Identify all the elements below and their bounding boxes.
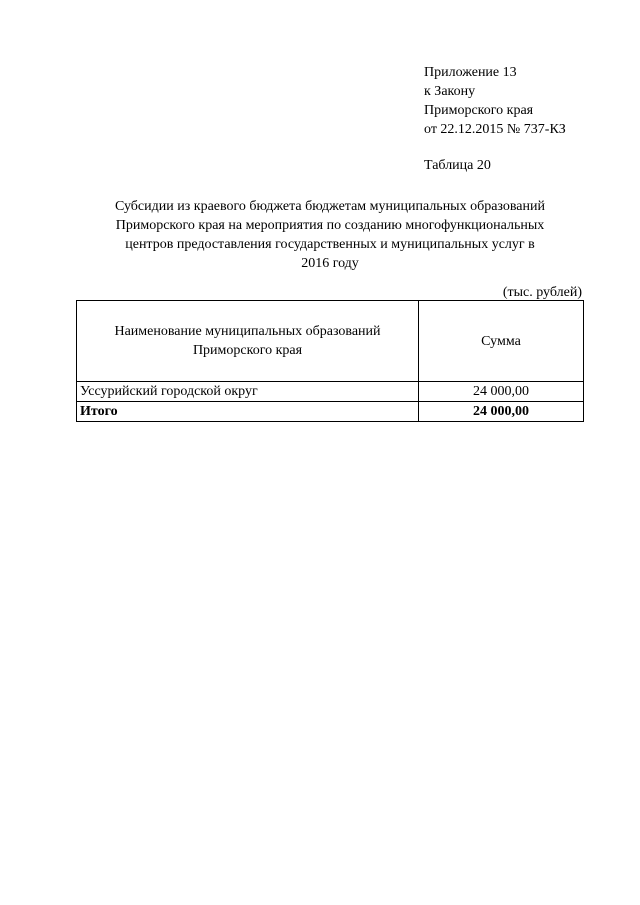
appendix-line-4: от 22.12.2015 № 737-КЗ	[424, 122, 566, 137]
appendix-line-1: Приложение 13	[424, 65, 517, 80]
table-number: Таблица 20	[424, 158, 491, 173]
title-line-4: 2016 году	[301, 256, 359, 271]
row-sum: 24 000,00	[419, 382, 584, 402]
subsidy-table	[76, 300, 584, 422]
total-sum: 24 000,00	[419, 402, 584, 422]
units-label: (тыс. рублей)	[502, 285, 582, 300]
row-municipality-name: Уссурийский городской округ	[77, 382, 419, 402]
appendix-line-2: к Закону	[424, 84, 476, 99]
title-line-2: Приморского края на мероприятия по созданию многофункциональных	[115, 218, 545, 233]
header-name-line-1: Наименование муниципальных образований	[114, 324, 381, 339]
table-row	[77, 382, 584, 402]
header-name-cell	[77, 301, 419, 382]
header-sum-cell: Сумма	[419, 301, 584, 382]
header-name-line-2: Приморского края	[192, 343, 303, 358]
total-label: Итого	[77, 402, 419, 422]
appendix-reference	[424, 63, 566, 139]
title-line-3: центров предоставления государственных и муниципальных услуг в	[125, 237, 535, 252]
appendix-line-3: Приморского края	[424, 103, 534, 118]
title-line-1: Субсидии из краевого бюджета бюджетам муниципальных образований	[115, 199, 545, 214]
document-title	[70, 197, 590, 273]
table-total-row	[77, 402, 584, 422]
table-header-row	[77, 301, 584, 382]
